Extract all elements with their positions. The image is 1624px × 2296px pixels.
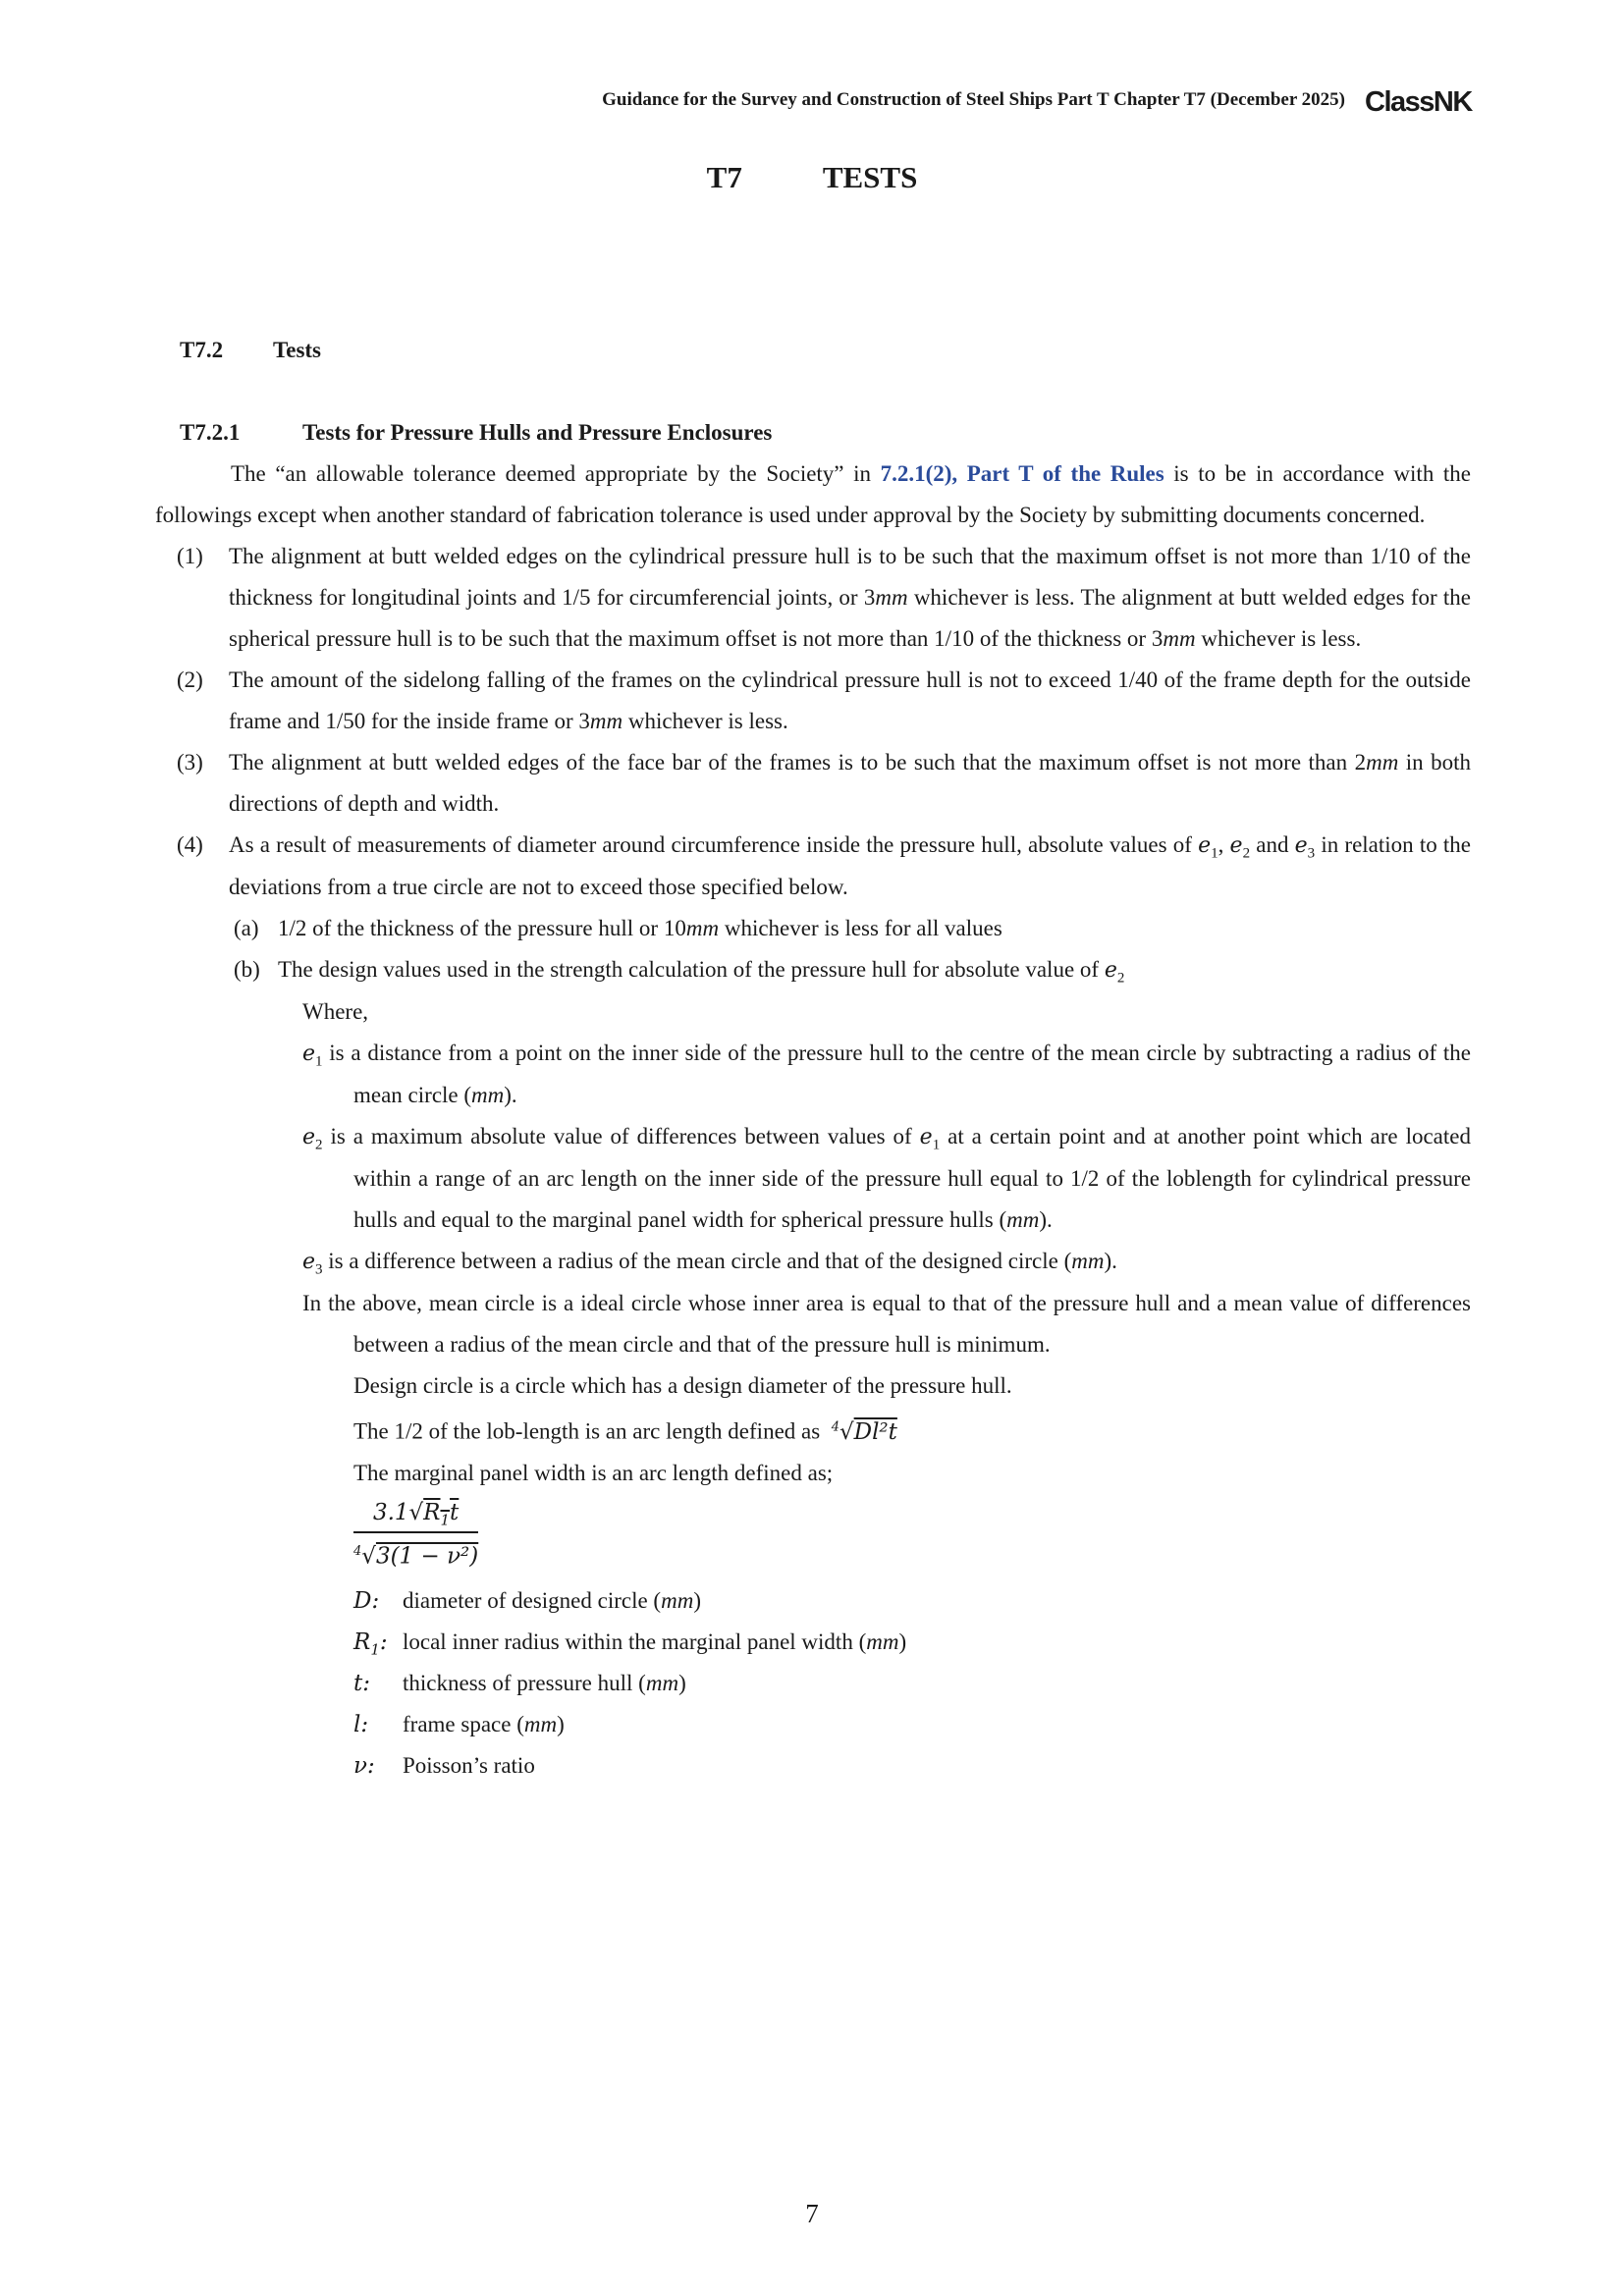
section-title: Tests xyxy=(273,338,321,362)
list-item-3 xyxy=(155,742,1471,825)
lob-length-formula: $^4$√Dl²t xyxy=(831,1418,897,1445)
symbol-row-t: t: thickness of pressure hull (mm) xyxy=(353,1671,686,1697)
definition-e1: $e_1$ is a distance from a point on the inner side of the pressure hull to the centre of the mean circle by subtracting a radius of the mean circle (mm). xyxy=(302,1041,1471,1107)
subsection-heading xyxy=(155,412,1471,454)
intro-paragraph: The “an allowable tolerance deemed appropriate by the Society” in 7.2.1(2), Part T of the Rules is to be in accordance with the followings except when another standard of fabrication tolerance is used under approval by the Society by submitting documents concerned. xyxy=(155,461,1471,527)
definitions-block xyxy=(302,991,1471,1787)
subsection-title: Tests for Pressure Hulls and Pressure Enclosures xyxy=(302,420,773,445)
formula-denominator: $^4$√3(1 − ν²) xyxy=(353,1543,479,1570)
lob-length-note: The 1/2 of the lob-length is an arc length defined as $^4$√Dl²t xyxy=(353,1418,897,1445)
where-label: Where, xyxy=(302,999,369,1024)
item-text: The alignment at butt welded edges on the cylindrical pressure hull is to be such that the maximum offset is not more than 1/10 of the thickness for longitudinal joints and 1/5 for circumferencial joints, or 3mm whichever is less. The alignment at butt welded edges for the spherical pressure hull is to be such that the maximum offset is not more than 1/10 of the thickness or 3mm whichever is less. xyxy=(229,544,1471,651)
item-label: (4) xyxy=(177,832,203,857)
formula-numerator: $3.1√R_1t$ xyxy=(353,1496,478,1533)
definition-e3: $e_3$ is a difference between a radius of the mean circle and that of the designed circle (mm). xyxy=(302,1249,1117,1278)
marginal-width-note: The marginal panel width is an arc length defined as; xyxy=(353,1460,834,1485)
list-subitem-a xyxy=(229,908,1471,949)
list-item-4 xyxy=(155,825,1471,908)
item-text: As a result of measurements of diameter around circumference inside the pressure hull, absolute values of $e_1$, $e_2$ and $e_3$ in relation to the deviations from a true circle are not to exceed those specified below. xyxy=(229,832,1471,899)
marginal-width-formula xyxy=(353,1496,478,1574)
section-number: T7.2 xyxy=(180,338,224,362)
item-label: (1) xyxy=(177,544,203,568)
classnk-logo xyxy=(1365,81,1481,119)
rules-reference-link[interactable]: 7.2.1(2), Part T of the Rules xyxy=(880,461,1164,486)
item-label: (3) xyxy=(177,750,203,774)
subitem-label: (a) xyxy=(234,916,259,940)
definition-e2: $e_2$ is a maximum absolute value of differences between values of $e_1$ at a certain point and at another point which are located within a range of an arc length on the inner side of the pressure hull equal to 1/2 of the loblength for cylindrical pressure hulls and equal to the marginal panel width for spherical pressure hulls (mm). xyxy=(302,1124,1471,1232)
symbol-row-l: l: frame space (mm) xyxy=(353,1712,565,1738)
symbol-row-R1: $R_1$: local inner radius within the marginal panel width (mm) xyxy=(353,1629,907,1659)
chapter-name: TESTS xyxy=(822,160,918,194)
list-subitem-b xyxy=(229,949,1471,991)
item-text: The alignment at butt welded edges of the face bar of the frames is to be such that the maximum offset is not more than 2mm in both directions of depth and width. xyxy=(229,750,1472,816)
list-item-2 xyxy=(155,660,1471,742)
subitem-text: The design values used in the strength calculation of the pressure hull for absolute value of $e_2$ xyxy=(278,957,1125,987)
list-item-1 xyxy=(155,536,1471,660)
main-content xyxy=(155,330,1471,1787)
subsection-number: T7.2.1 xyxy=(180,420,241,445)
chapter-title xyxy=(0,160,1624,195)
page-header xyxy=(602,80,1481,120)
chapter-number: T7 xyxy=(706,160,742,194)
symbol-row-D: D: diameter of designed circle (mm) xyxy=(353,1588,702,1615)
symbol-row-nu: ν: Poisson’s ratio xyxy=(353,1753,535,1780)
mean-circle-note: In the above, mean circle is a ideal circle whose inner area is equal to that of the pressure hull and a mean value of differences between a radius of the mean circle and that of the pressure hull is minimum. xyxy=(302,1291,1471,1357)
svg-text:ClassNK: ClassNK xyxy=(1365,86,1472,118)
design-circle-note: Design circle is a circle which has a design diameter of the pressure hull. xyxy=(353,1373,1012,1398)
subitem-text: 1/2 of the thickness of the pressure hull or 10mm whichever is less for all values xyxy=(278,916,1002,940)
page-number: 7 xyxy=(805,2199,819,2228)
item-label: (2) xyxy=(177,667,203,692)
item-text: The amount of the sidelong falling of the frames on the cylindrical pressure hull is not to exceed 1/40 of the frame depth for the outside frame and 1/50 for the inside frame or 3mm whichever is less. xyxy=(229,667,1471,733)
section-heading xyxy=(155,330,1471,371)
subitem-label: (b) xyxy=(234,957,260,982)
running-title: Guidance for the Survey and Construction of Steel Ships Part T Chapter T7 (December 2025) xyxy=(602,89,1345,110)
